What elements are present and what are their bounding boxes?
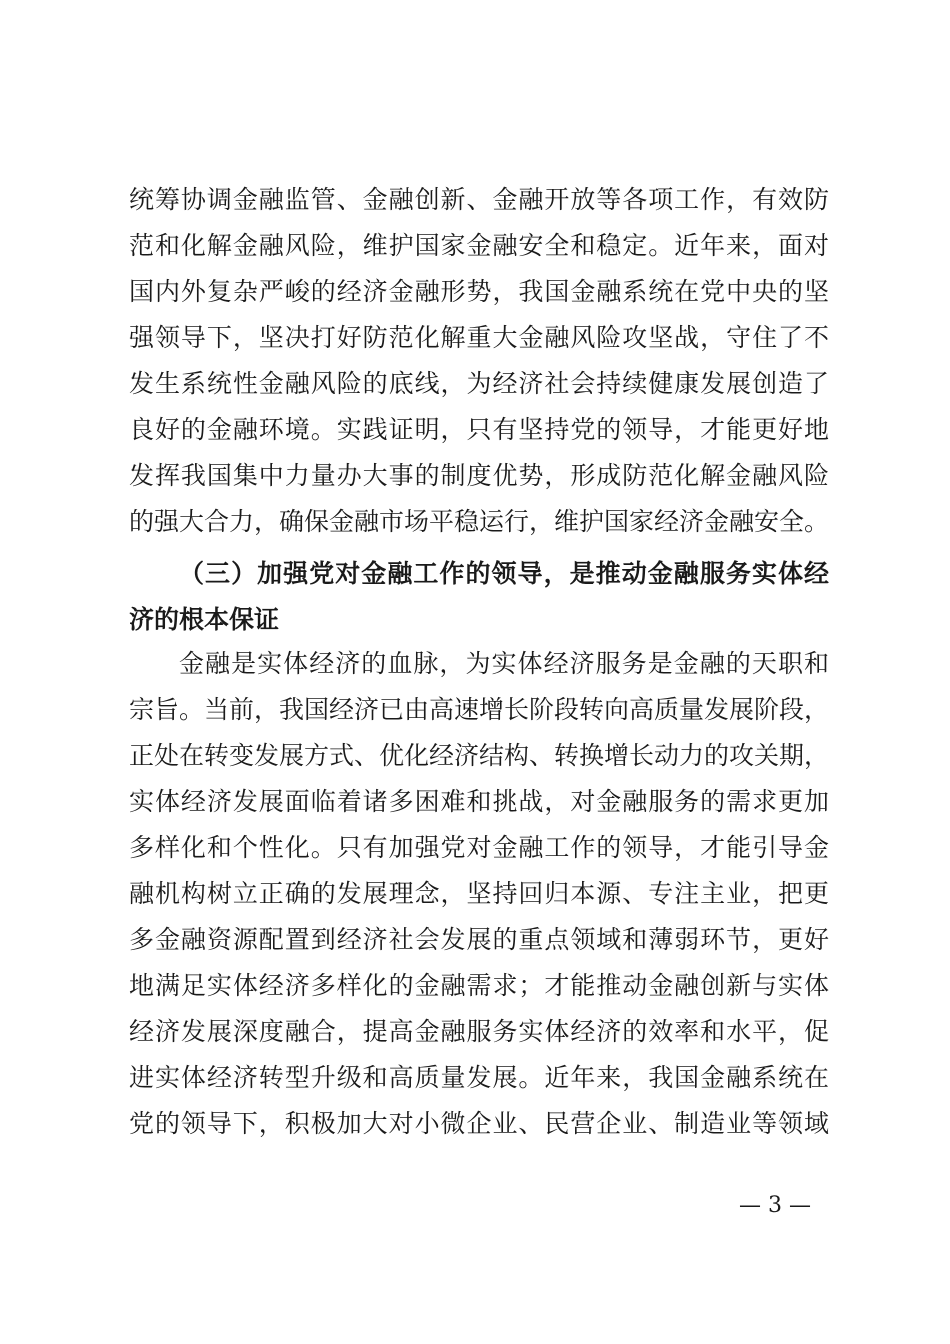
paragraph-1-line-4: 强领导下，坚决打好防范化解重大金融风险攻坚战，守住了不 [129,323,829,352]
paragraph-3-line-11: 党的领导下，积极加大对小微企业、民营企业、制造业等领域 [129,1109,829,1138]
paragraph-1-line-1: 统筹协调金融监管、金融创新、金融开放等各项工作，有效防 [129,185,829,214]
paragraph-1-line-6: 良好的金融环境。实践证明，只有坚持党的领导，才能更好地 [129,415,829,444]
paragraph-1-line-5: 发生系统性金融风险的底线，为经济社会持续健康发展创造了 [129,369,829,398]
paragraph-3-line-5: 多样化和个性化。只有加强党对金融工作的领导，才能引导金 [129,833,829,862]
paragraph-3-line-4: 实体经济发展面临着诸多困难和挑战，对金融服务的需求更加 [129,787,829,816]
paragraph-3-line-2: 宗旨。当前，我国经济已由高速增长阶段转向高质量发展阶段， [129,695,830,724]
paragraph-3-line-3: 正处在转变发展方式、优化经济结构、转换增长动力的攻关期， [129,741,830,770]
paragraph-1-line-8: 的强大合力，确保金融市场平稳运行，维护国家经济金融安全。 [129,507,830,536]
paragraph-3-line-9: 经济发展深度融合，提高金融服务实体经济的效率和水平，促 [129,1017,829,1046]
paragraph-3-line-10: 进实体经济转型升级和高质量发展。近年来，我国金融系统在 [129,1063,829,1092]
paragraph-3-line-7: 多金融资源配置到经济社会发展的重点领域和薄弱环节，更好 [129,925,829,954]
paragraph-1-line-7: 发挥我国集中力量办大事的制度优势，形成防范化解金融风险 [129,461,829,490]
paragraph-3-line-1: 金融是实体经济的血脉，为实体经济服务是金融的天职和 [179,649,829,678]
paragraph-1-line-3: 国内外复杂严峻的经济金融形势，我国金融系统在党中央的坚 [129,277,829,306]
section-heading-line-1: （三）加强党对金融工作的领导，是推动金融服务实体经 [179,559,829,588]
paragraph-3-line-6: 融机构树立正确的发展理念，坚持回归本源、专注主业，把更 [129,879,829,908]
paragraph-1-line-2: 范和化解金融风险，维护国家金融安全和稳定。近年来，面对 [129,231,829,260]
paragraph-3-line-8: 地满足实体经济多样化的金融需求；才能推动金融创新与实体 [129,971,829,1000]
section-heading-line-2: 济的根本保证 [129,605,280,634]
page-number: — 3 — [739,1193,811,1218]
